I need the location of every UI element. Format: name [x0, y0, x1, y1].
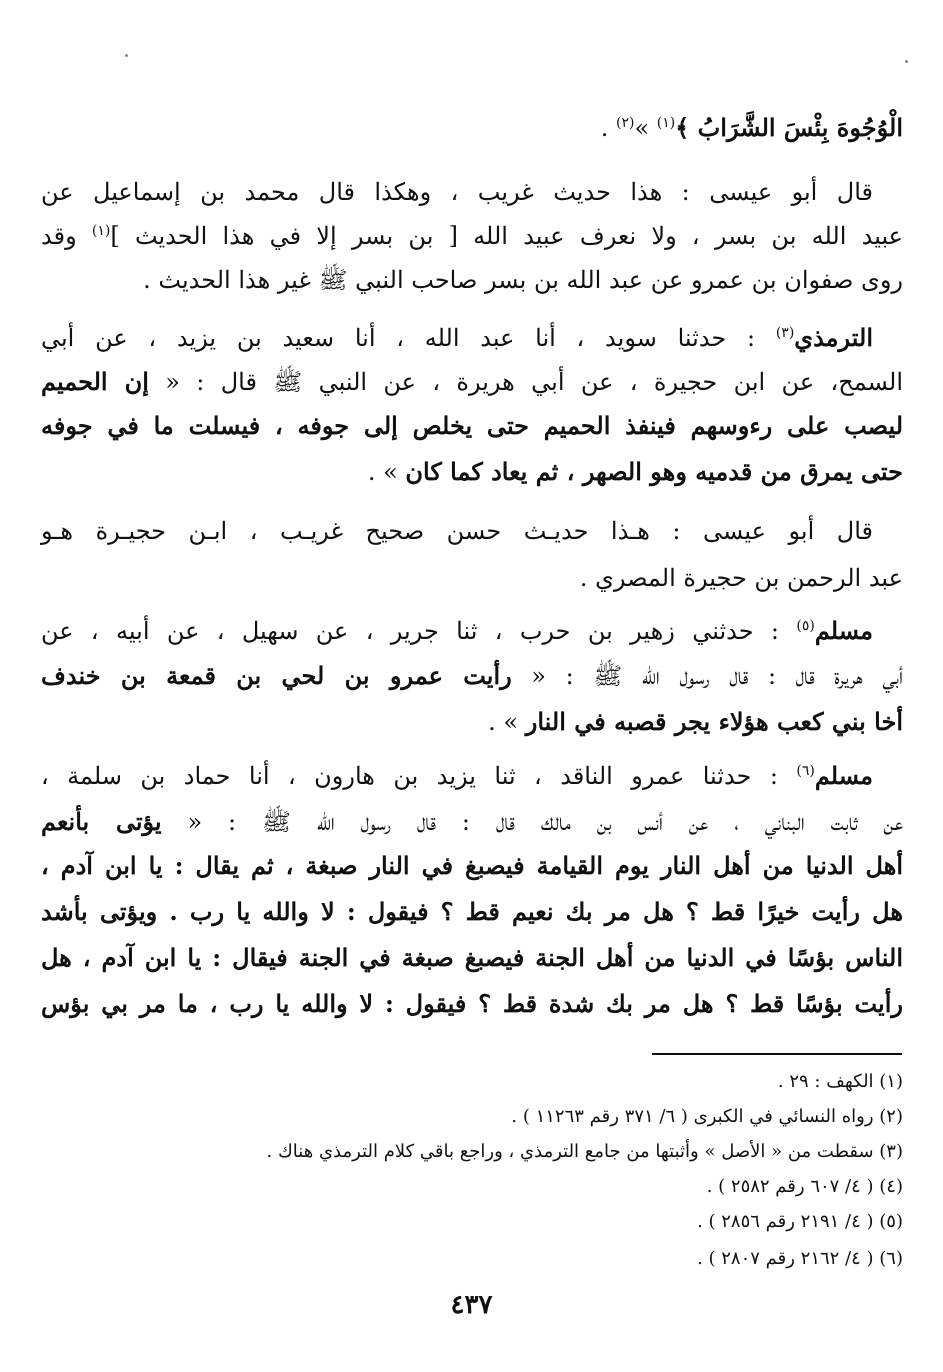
text-line — [41, 456, 903, 488]
footnote-marker: (١) — [656, 115, 676, 131]
text-line — [41, 176, 873, 208]
text-run: روى صفوان بن عمرو عن عبد الله بن بسر صاحب النبي ﷺ غير هذا الحديث . — [143, 266, 903, 294]
bold-text: الناس بؤسًا في الدنيا من أهل الجنة فيصبغ صبغة في الجنة فيقال : يا ابن آدم ، هل — [41, 943, 904, 972]
bold-text: مسلم — [814, 616, 873, 645]
bold-text: رأيت عمرو بن لحي بن قمعة بن خندف — [41, 661, 512, 690]
text-run: عبيد الله بن بسر ، ولا نعرف عبيد الله [ بن بسر إلا في هذا الحديث ] — [110, 222, 904, 250]
text-run: . — [600, 114, 617, 142]
text-run: : حدثني زهير بن حرب ، ثنا جرير ، عن سهيل ، عن أبيه ، عن — [41, 617, 797, 645]
bold-text: رأيت بؤسًا قط ؟ هل مر بك شدة قط ؟ فيقول : لا والله يا رب ، ما مر بي بؤس — [41, 989, 903, 1018]
text-line — [41, 896, 903, 928]
footnote: (٢) رواه النسائي في الكبرى ( ٦/ ٣٧١ رقم ١١٢٦٣ ) . — [511, 1106, 903, 1127]
text-line — [41, 562, 903, 594]
footnote: (٤) ( ٤/ ٦٠٧ رقم ٢٥٨٢ ) . — [706, 1176, 903, 1197]
page-number: ٤٣٧ — [450, 1290, 493, 1320]
bold-text: الْوُجُوهَ بِئْسَ الشَّرَابُ ﴾ — [675, 113, 903, 142]
text-line — [41, 322, 873, 354]
text-run: وقد — [41, 222, 92, 250]
text-line — [41, 660, 903, 692]
text-run: عبد الرحمن بن حجيرة المصري . — [579, 564, 903, 592]
bold-text: الترمذي — [794, 323, 873, 352]
text-run: قال أبو عيسى : هـذا حديـث حسن صحيح غريـب ، ابـن حجيـرة هـو — [41, 517, 873, 545]
footnote: (٣) سقطت من « الأصل » وأثبتها من جامع الترمذي ، وراجع باقي كلام الترمذي هناك . — [266, 1141, 903, 1162]
bold-text: يؤتى بأنعم — [41, 807, 162, 836]
footnote: (٦) ( ٤/ ٢١٦٢ رقم ٢٨٠٧ ) . — [697, 1248, 903, 1269]
bold-text: أخا بني كعب هؤلاء يجر قصبه في النار — [525, 707, 903, 736]
text-line — [41, 942, 903, 974]
bold-text: حتى يمرق من قدميه وهو الصهر ، ثم يعاد كما كان — [405, 457, 903, 486]
footnote: (٥) ( ٤/ ٢١٩١ رقم ٢٨٥٦ ) . — [697, 1211, 903, 1232]
text-line — [41, 366, 903, 398]
bold-text: هل رأيت خيرًا قط ؟ هل مر بك نعيم قط ؟ فيقول : لا والله يا رب . ويؤتى بأشد — [41, 897, 903, 926]
footnote-marker: (٢) — [616, 115, 635, 131]
bold-text: أهل الدنيا من أهل النار يوم القيامة فيصبغ في النار صبغة ، ثم يقال : يا ابن آدم ، — [41, 851, 904, 880]
text-line — [41, 264, 903, 296]
footnote-marker: (٦) — [796, 763, 815, 779]
scan-speck — [125, 54, 128, 57]
text-line — [41, 760, 873, 792]
text-line — [41, 706, 903, 738]
text-run: » — [634, 114, 657, 142]
text-line — [41, 988, 903, 1020]
text-run: » . — [488, 708, 526, 736]
text-run: » . — [367, 458, 406, 486]
text-run: : حدثنا عمرو الناقد ، ثنا يزيد بن هارون ، أنا حماد بن سلمة ، — [41, 762, 797, 790]
footnote: (١) الكهف : ٢٩ . — [777, 1071, 903, 1092]
text-line — [41, 515, 873, 547]
text-run: : حدثنا سويد ، أنا عبد الله ، أنا سعيد بن يزيد ، عن أبي — [41, 324, 776, 352]
text-line — [41, 806, 903, 838]
text-line — [41, 112, 903, 144]
footnote-divider — [652, 1053, 902, 1055]
footnote-marker: (٥) — [796, 618, 815, 634]
text-line — [41, 410, 903, 442]
text-run: أبي هريرة قال : قال رسول الله ﷺ : « — [511, 662, 903, 690]
footnote-marker: (٣) — [775, 325, 795, 341]
footnote-marker: (١) — [91, 223, 111, 239]
text-line — [41, 615, 873, 647]
text-run: عن ثابت البناني ، عن أنس بن مالك قال : قال رسول الله ﷺ : « — [161, 808, 904, 836]
bold-text: ليصب على رءوسهم فينفذ الحميم حتى يخلص إلى جوفه ، فيسلت ما في جوفه — [41, 411, 904, 440]
text-line — [41, 850, 903, 882]
scan-speck — [905, 60, 908, 63]
text-line — [41, 220, 903, 252]
bold-text: مسلم — [814, 761, 873, 790]
bold-text: إن الحميم — [41, 367, 149, 396]
text-run: قال أبو عيسى : هذا حديث غريب ، وهكذا قال محمد بن إسماعيل عن — [41, 178, 873, 206]
text-run: السمح، عن ابن حجيرة ، عن أبي هريرة ، عن النبي ﷺ قال : « — [148, 368, 903, 396]
